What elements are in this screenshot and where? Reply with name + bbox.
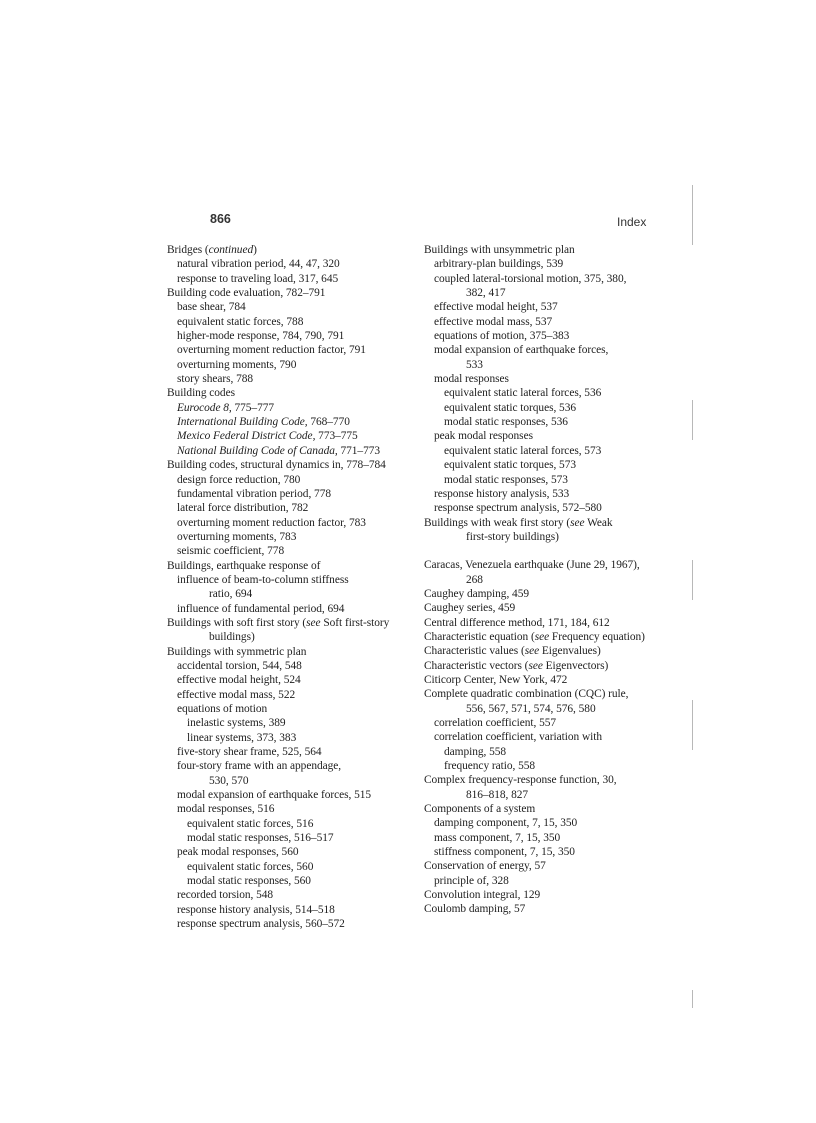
index-subentry [424, 716, 676, 730]
index-subentry [424, 329, 676, 343]
entry-text: modal responses [434, 373, 509, 386]
entry-text: equivalent static torques, 536 [444, 401, 576, 414]
index-subentry [424, 300, 676, 314]
entry-text: Central difference method, 171, 184, 612 [424, 616, 610, 629]
index-subentry [424, 372, 676, 386]
index-entry-continuation [167, 774, 412, 788]
entry-text: Complex frequency-response function, 30, [424, 774, 617, 787]
entry-text: overturning moments, 790 [177, 358, 297, 371]
entry-text: higher-mode response, 784, 790, 791 [177, 330, 345, 343]
entry-text: Conservation of energy, 57 [424, 860, 546, 873]
index-subentry [424, 831, 676, 845]
index-subentry [167, 831, 412, 845]
entry-text: damping, 558 [444, 745, 507, 758]
entry-text: Building codes, structural dynamics in, 778–784 [167, 459, 386, 472]
entry-text: natural vibration period, 44, 47, 320 [177, 258, 340, 271]
index-entry-continuation [424, 702, 676, 716]
entry-text: 268 [466, 573, 483, 586]
entry-text: modal expansion of earthquake forces, 515 [177, 789, 372, 802]
index-subentry [167, 745, 412, 759]
entry-text: modal static responses, 560 [187, 875, 311, 888]
entry-text: influence of fundamental period, 694 [177, 602, 345, 615]
entry-text: Buildings with unsymmetric plan [424, 244, 575, 256]
index-entry-continuation [424, 286, 676, 300]
index-subentry [167, 372, 412, 386]
entry-text: Caughey damping, 459 [424, 587, 529, 600]
entry-text: Characteristic equation ( [424, 630, 535, 643]
entry-text-after: Weak [584, 516, 613, 529]
entry-text: 816–818, 827 [466, 788, 529, 801]
entry-text: modal static responses, 516–517 [187, 832, 334, 845]
entry-text: four-story frame with an appendage, [177, 760, 342, 773]
entry-text: modal static responses, 536 [444, 416, 568, 429]
index-subentry [167, 573, 412, 587]
entry-text: Characteristic values ( [424, 645, 525, 658]
scan-edge-mark [692, 560, 693, 600]
index-subentry [424, 759, 676, 773]
index-subentry [167, 257, 412, 271]
index-entry-continuation [424, 530, 676, 544]
entry-text-after: ) [253, 244, 257, 256]
entry-text: equivalent static forces, 560 [187, 860, 314, 873]
entry-text: Building codes [167, 387, 235, 400]
entry-text: Caughey series, 459 [424, 602, 516, 615]
entry-text: frequency ratio, 558 [444, 760, 536, 773]
index-subentry [167, 788, 412, 802]
index-subentry [167, 731, 412, 745]
index-subentry [424, 401, 676, 415]
scan-edge-mark [692, 990, 693, 1008]
index-entry [424, 888, 676, 902]
entry-text: peak modal responses, 560 [177, 846, 299, 859]
index-subentry [424, 845, 676, 859]
index-subentry [424, 315, 676, 329]
entry-text: 533 [466, 358, 483, 371]
index-subentry [167, 716, 412, 730]
entry-text: effective modal height, 524 [177, 674, 301, 687]
index-subentry [424, 874, 676, 888]
entry-text: overturning moment reduction factor, 783 [177, 516, 366, 529]
index-entry-continuation [424, 358, 676, 372]
entry-text: effective modal mass, 522 [177, 688, 296, 701]
index-subentry [167, 860, 412, 874]
entry-italic-text: see [306, 616, 321, 629]
scan-edge-mark [692, 185, 693, 245]
index-entry [424, 243, 676, 257]
entry-text: overturning moments, 783 [177, 530, 297, 543]
index-entry [167, 458, 412, 472]
index-entry [424, 558, 676, 572]
entry-text-after: 771–773 [337, 444, 381, 457]
entry-text: Buildings with soft first story ( [167, 616, 307, 629]
entry-italic-text: see [534, 630, 550, 643]
entry-text: Caracas, Venezuela earthquake (June 29, 1967), [424, 559, 640, 572]
entry-text: coupled lateral-torsional motion, 375, 380, [434, 272, 627, 285]
index-entry [424, 687, 676, 701]
index-entry [424, 802, 676, 816]
index-subentry [167, 544, 412, 558]
entry-text: correlation coefficient, 557 [434, 717, 557, 729]
index-subentry [167, 688, 412, 702]
entry-italic-text: see [570, 516, 585, 529]
entry-text: modal static responses, 573 [444, 473, 568, 486]
index-subentry [167, 530, 412, 544]
index-subentry [424, 816, 676, 830]
index-subentry [167, 903, 412, 917]
entry-text: Components of a system [424, 803, 536, 816]
index-subentry [167, 315, 412, 329]
entry-text: response history analysis, 533 [434, 487, 570, 500]
entry-text: inelastic systems, 389 [187, 717, 286, 730]
entry-italic-text: see [528, 659, 543, 672]
index-subentry [167, 516, 412, 530]
index-column-left [167, 243, 412, 932]
index-entry-continuation [167, 630, 412, 644]
index-subentry [167, 501, 412, 515]
entry-italic-text: continued [208, 244, 254, 256]
entry-text: Coulomb damping, 57 [424, 903, 526, 916]
entry-text: fundamental vibration period, 778 [177, 487, 331, 500]
entry-italic-text: Eurocode 8, [177, 401, 232, 414]
entry-text: equivalent static forces, 788 [177, 315, 304, 328]
entry-text-after: 775–777 [231, 401, 275, 414]
entry-text: peak modal responses [434, 430, 533, 443]
entry-text: equivalent static torques, 573 [444, 459, 576, 472]
index-subentry [167, 358, 412, 372]
index-entry [167, 386, 412, 400]
entry-text: Buildings with weak first story ( [424, 516, 571, 529]
index-entry-continuation [424, 788, 676, 802]
entry-text-after: Frequency equation) [549, 630, 645, 643]
entry-text: principle of, 328 [434, 874, 509, 887]
index-entry [424, 859, 676, 873]
index-subentry [167, 874, 412, 888]
index-subentry [424, 487, 676, 501]
index-entry [167, 559, 412, 573]
entry-text: base shear, 784 [177, 301, 246, 314]
entry-text: Bridges ( [167, 244, 209, 256]
section-title: Index [617, 215, 647, 229]
index-entry [167, 243, 412, 257]
entry-text: effective modal height, 537 [434, 301, 558, 314]
entry-text: stiffness component, 7, 15, 350 [434, 846, 575, 859]
entry-text: correlation coefficient, variation with [434, 731, 602, 744]
index-subentry [424, 444, 676, 458]
entry-text: Buildings, earthquake response of [167, 559, 321, 572]
index-subentry [424, 501, 676, 515]
index-subentry [167, 300, 412, 314]
entry-text: effective modal mass, 537 [434, 315, 553, 328]
index-entry [167, 616, 412, 630]
entry-text: modal expansion of earthquake forces, [434, 344, 609, 357]
index-entry [424, 601, 676, 615]
entry-text: response history analysis, 514–518 [177, 903, 335, 916]
scan-edge-mark [692, 400, 693, 440]
entry-text: linear systems, 373, 383 [187, 731, 297, 744]
index-subentry [167, 602, 412, 616]
entry-text: modal responses, 516 [177, 803, 275, 816]
index-subentry [167, 272, 412, 286]
index-subentry [167, 817, 412, 831]
index-subentry [167, 329, 412, 343]
index-subentry [167, 415, 412, 429]
index-subentry [167, 845, 412, 859]
index-entry [167, 286, 412, 300]
entry-text-after: 768–770 [307, 416, 350, 429]
index-subentry [167, 487, 412, 501]
entry-text: lateral force distribution, 782 [177, 502, 309, 515]
entry-text: response to traveling load, 317, 645 [177, 272, 339, 285]
index-subentry [167, 802, 412, 816]
index-entry [424, 630, 676, 644]
entry-text: response spectrum analysis, 560–572 [177, 918, 345, 931]
index-subentry [167, 473, 412, 487]
index-subentry [424, 257, 676, 271]
index-subentry [424, 343, 676, 357]
entry-text: equivalent static lateral forces, 573 [444, 444, 602, 457]
entry-text: first-story buildings) [466, 530, 559, 543]
index-entry [424, 902, 676, 916]
entry-text: influence of beam-to-column stiffness [177, 573, 349, 586]
entry-text-after: Eigenvalues) [539, 645, 601, 658]
entry-text: Building code evaluation, 782–791 [167, 287, 326, 300]
index-subentry [167, 888, 412, 902]
entry-text: mass component, 7, 15, 350 [434, 831, 561, 844]
entry-text: buildings) [209, 631, 255, 644]
entry-text: Characteristic vectors ( [424, 659, 529, 672]
page-number: 866 [210, 212, 231, 226]
entry-italic-text: International Building Code, [177, 416, 308, 429]
entry-text-after: Eigenvectors) [542, 659, 609, 672]
index-subentry [167, 702, 412, 716]
index-entry [424, 516, 676, 530]
entry-text: seismic coefficient, 778 [177, 545, 285, 558]
index-entry [424, 587, 676, 601]
entry-text-after: 773–775 [315, 430, 358, 443]
index-entry-continuation [424, 573, 676, 587]
index-subentry [424, 745, 676, 759]
entry-text: Citicorp Center, New York, 472 [424, 673, 568, 686]
section-gap [424, 544, 676, 558]
index-entry [424, 659, 676, 673]
entry-text: Complete quadratic combination (CQC) rule, [424, 688, 629, 701]
entry-text: ratio, 694 [209, 588, 253, 601]
index-entry [424, 773, 676, 787]
entry-text: recorded torsion, 548 [177, 889, 274, 902]
entry-text: overturning moment reduction factor, 791 [177, 344, 366, 357]
entry-text: damping component, 7, 15, 350 [434, 817, 578, 830]
entry-text: response spectrum analysis, 572–580 [434, 502, 602, 515]
entry-text: 382, 417 [466, 287, 506, 300]
index-subentry [424, 473, 676, 487]
entry-text: equivalent static lateral forces, 536 [444, 387, 602, 400]
index-subentry [424, 429, 676, 443]
index-column-right [424, 243, 676, 917]
entry-text: equivalent static forces, 516 [187, 817, 314, 830]
index-entry [167, 645, 412, 659]
index-entry [424, 644, 676, 658]
index-subentry [167, 444, 412, 458]
entry-text: design force reduction, 780 [177, 473, 301, 486]
index-subentry [424, 415, 676, 429]
index-subentry [167, 673, 412, 687]
entry-text: Buildings with symmetric plan [167, 645, 307, 658]
index-subentry [167, 401, 412, 415]
index-subentry [167, 659, 412, 673]
index-subentry [424, 458, 676, 472]
index-subentry [424, 730, 676, 744]
entry-italic-text: Mexico Federal District Code, [177, 430, 316, 443]
index-subentry [424, 386, 676, 400]
entry-text: five-story shear frame, 525, 564 [177, 746, 322, 759]
index-subentry [167, 429, 412, 443]
entry-text-after: Soft first-story [320, 616, 390, 629]
index-entry [424, 673, 676, 687]
entry-text: arbitrary-plan buildings, 539 [434, 258, 564, 271]
entry-text: equations of motion, 375–383 [434, 330, 570, 343]
entry-text: Convolution integral, 129 [424, 889, 541, 902]
entry-text: story shears, 788 [177, 373, 254, 386]
index-entry [424, 616, 676, 630]
index-subentry [167, 343, 412, 357]
entry-italic-text: National Building Code of Canada, [177, 444, 338, 457]
entry-italic-text: see [524, 645, 540, 658]
index-subentry [167, 759, 412, 773]
entry-text: equations of motion [177, 703, 268, 715]
entry-text: 556, 567, 571, 574, 576, 580 [466, 702, 596, 715]
entry-text: accidental torsion, 544, 548 [177, 659, 302, 672]
entry-text: 530, 570 [209, 774, 249, 787]
index-entry-continuation [167, 587, 412, 601]
index-subentry [424, 272, 676, 286]
scan-edge-mark [692, 700, 693, 750]
index-subentry [167, 917, 412, 931]
